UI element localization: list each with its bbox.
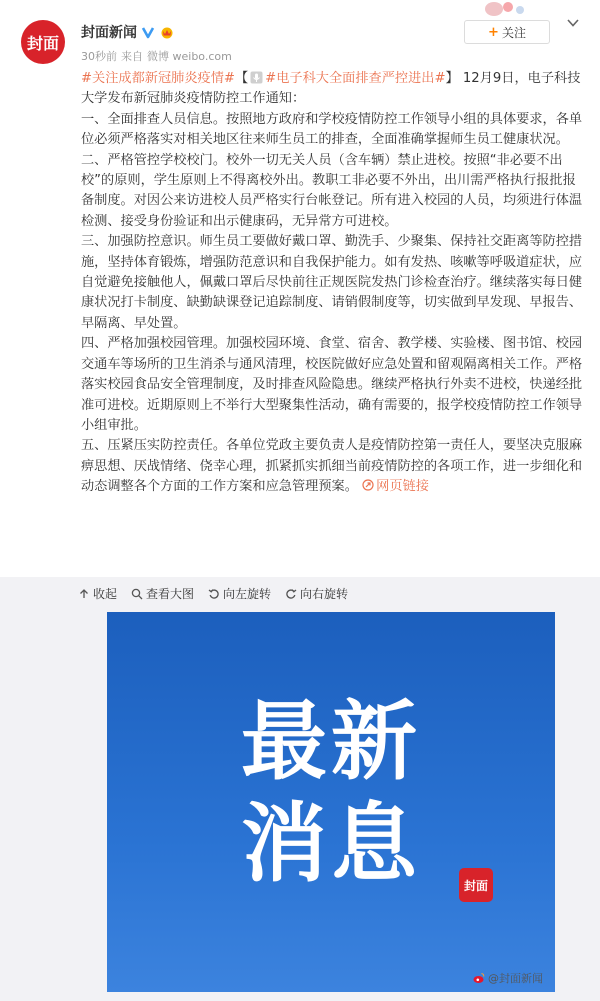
follow-label: 关注 [501,25,526,40]
web-link-label: 网页链接 [376,479,429,495]
collapse-button[interactable] [78,585,117,602]
view-large-label: 查看大图 [146,587,195,601]
post-source-prefix: 来自 [121,50,143,63]
media-toolbar [78,585,348,602]
image-watermark [473,970,543,986]
topic-icon [250,71,263,84]
vip-crown-icon[interactable] [159,25,175,39]
poster-logo: 封面 [459,868,493,902]
hashtag-link[interactable]: #电子科大全面排查严控进出# [265,71,446,86]
author-name[interactable]: 封面新闻 [81,25,137,41]
bracket-close: 】 [445,71,459,86]
post-time[interactable]: 30秒前 [81,50,117,63]
poster-headline-line2: 消息 [241,794,421,894]
follow-button[interactable] [464,20,550,44]
magnifier-icon [131,588,143,600]
rotate-left-button[interactable] [208,585,271,602]
paragraph-3: 三、加强防控意识。师生员工要做好戴口罩、勤洗手、少聚集、保持社交距离等防控措施，坚持体育锻炼，增强防范意识和自我保护能力。如有发热、咳嗽等呼吸道症状，应自觉避免接触他人，佩戴口罩后尽快前往正规医院发热门诊检查治疗。继续落实每日健康状况打卡制度、缺勤缺课登记追踪制度、请销假制度等，切实做到早发现、早报告、早隔离、早处置。 [81,234,583,331]
paragraph-5-text: 五、压紧压实防控责任。各单位党政主要负责人是疫情防控第一责任人，要坚决克服麻痹思想、厌战情绪、侥幸心理，抓紧抓实抓细当前疫情防控的各项工作，进一步细化和动态调整各个方面的工作方案和应急管理预案。 [81,438,583,495]
post-meta [81,48,232,64]
avatar[interactable]: 封面 [21,20,65,64]
chevron-down-icon[interactable] [566,16,580,30]
paragraph-5 [81,436,585,497]
rotate-left-label: 向左旋转 [223,587,272,601]
media-panel [0,577,600,1001]
collapse-arrow-icon [78,588,90,600]
intro-text: 12月9日，电子科技大学发布新冠肺炎疫情防控工作通知： [81,71,581,107]
weibo-logo-icon [473,972,485,984]
plus-icon: + [488,24,499,40]
paragraph-2: 二、严格管控学校校门。校外一切无关人员（含车辆）禁止进校。按照“非必要不出校”的原则，学生原则上不得离校外出。教职工非必要不外出，出川需严格执行报批报备制度。对因公来访进校人员严格实行台帐登记。所有进入校园的人员，均须进行体温检测、接受身份验证和出示健康码，无异常方可进校。 [81,152,583,229]
news-poster-image[interactable] [107,612,555,992]
rotate-right-button[interactable] [285,585,348,602]
hashtag-link[interactable]: #关注成都新冠肺炎疫情# [81,71,235,86]
collapse-label: 收起 [93,587,118,601]
rotate-right-icon [285,588,297,600]
rotate-right-label: 向右旋转 [300,587,349,601]
view-large-button[interactable] [131,585,194,602]
post-content [81,69,585,498]
bracket-open: 【 [234,71,249,86]
verified-badge-icon [141,25,155,39]
poster-headline-line1: 最新 [241,692,421,792]
post-header [0,0,600,66]
paragraph-1: 一、全面排查人员信息。按照地方政府和学校疫情防控工作领导小组的具体要求，各单位必须严格落实对相关地区往来师生员工的排查，全面准确掌握师生员工健康状况。 [81,111,583,148]
paragraph-4: 四、严格加强校园管理。加强校园环境、食堂、宿舍、教学楼、实验楼、图书馆、校园交通车等场所的卫生消杀与通风清理，校医院做好应急处置和留观隔离相关工作。严格落实校园食品安全管理制度，及时排查风险隐患。继续严格执行外卖不进校，快递经批准可进校。近期原则上不举行大型聚集性活动，确有需要的，报学校疫情防控工作领导小组审批。 [81,336,583,433]
post-intro [81,69,585,110]
link-icon [362,479,374,491]
post-source[interactable]: 微博 weibo.com [147,50,232,63]
web-link[interactable] [362,479,429,494]
author-row [81,22,175,42]
decorative-banner-icon [470,0,550,18]
watermark-text: @封面新闻 [488,972,543,985]
rotate-left-icon [208,588,220,600]
